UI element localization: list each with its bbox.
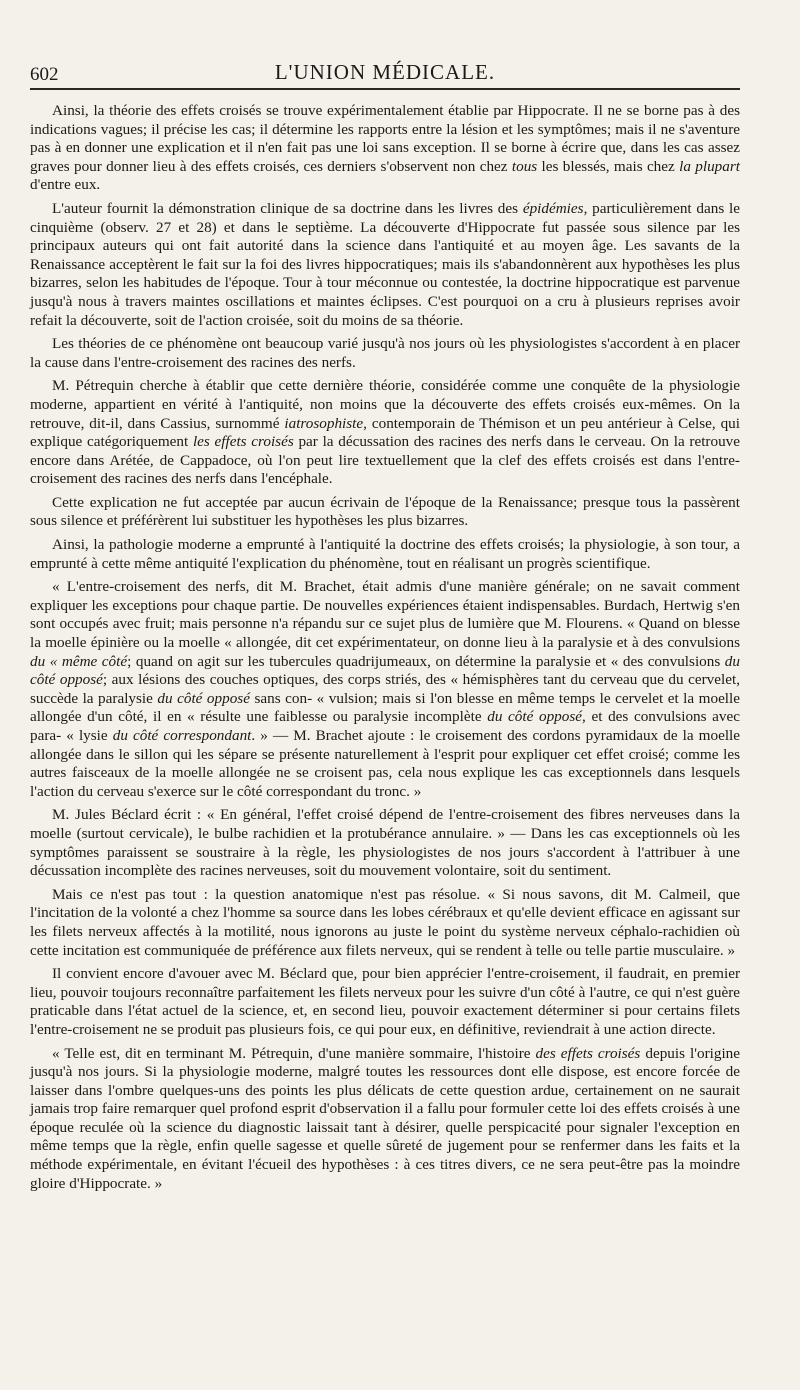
paragraph — [30, 886, 740, 960]
italic-text: les effets croisés — [192, 433, 294, 451]
text-run: les blessés, mais chez — [537, 157, 680, 175]
text-run: , particulièrement dans le cinquième (observ. 27 et 28) et dans le septième. La découverte d'Hippocrate fut passée sous silence par les principaux auteurs qui ont fait autorité dans la science dans l'antiquité et au moyen âge. Les savants de la Renaissance acceptèrent le fait sur la foi des livres hippocratiques; mais ils s'abandonnèrent aux hypothèses les plus bizarres, selon les habitudes de l'époque. Tour à tour méconnue ou contestée, la doctrine hippocratique est parvenue jusqu'à nous à travers maintes oscillations et maintes éclipses. C'est pourquoi on a cru à plusieurs reprises avoir refait la découverte, soit de l'action croisée, soit du moins de sa théorie. — [30, 199, 740, 329]
text-run: d'entre eux. — [30, 176, 101, 194]
article-body — [30, 102, 740, 1198]
text-run: depuis l'origine jusqu'à nos jours. Si la physiologie moderne, malgré toutes les ressources dont elle dispose, est encore forcée de laisser dans l'ombre quelques-uns des points les plus délicats de cette question ardue, certainement on ne saurait jamais trop faire remarquer quel profond esprit d'observation il a fallu pour formuler cette loi des effets croisés à une époque reculée où la science du diagnostic laissait tant à désirer, quelle perspicacité pour signaler l'exception en même temps que la règle, enfin quelle sagesse et quelle sûreté de jugement pour se renfermer dans les faits et la méthode expérimentale, en évitant l'écueil des hypothèses : à ces titres divers, ce ne sera peut-être pas la moindre gloire d'Hippocrate. » — [30, 1044, 741, 1192]
paragraph — [30, 1045, 740, 1194]
text-run: Mais ce n'est pas tout : la question anatomique n'est pas résolue. « Si nous savons, dit M. Calmeil, que l'incitation de la volonté a chez l'homme sa source dans les lobes cérébraux et qu'elle devient efficace en agissant sur les filets nerveux affectés à la motilité, nous ignorons au juste le point du système nerveux céphalo-rachidien où cette incitation est communiquée de préférence aux filets nerveux, qui se rendent à telle ou telle partie musculaire. » — [30, 885, 740, 959]
italic-text: du côté opposé — [487, 708, 583, 726]
paragraph — [30, 102, 740, 195]
text-run: , contemporain de Thémison et un peu antérieur à Celse, qui explique catégoriquement — [30, 414, 740, 451]
text-run: L'auteur fournit la démonstration clinique de sa doctrine dans les livres des — [52, 199, 523, 217]
paragraph — [30, 200, 740, 330]
text-run: Il convient encore d'avouer avec M. Béclard que, pour bien apprécier l'entre-croisement, il faudrait, en premier lieu, pouvoir toujours reconnaître parfaitement les filets nerveux pour les suivre d'un côté à l'autre, ce qui n'est guère praticable dans l'état actuel de la science, et, en second lieu, pouvoir exactement déterminer si pour certains filets l'entre-croisement ne se produit pas plusieurs fois, ce qui pour eux, en définitive, reviendrait à une action directe. — [30, 965, 740, 1038]
italic-text: des effets croisés — [535, 1044, 641, 1062]
page-header — [30, 58, 740, 86]
italic-text: épidémies — [522, 199, 584, 217]
text-run: « Telle est, dit en terminant M. Pétrequin, d'une manière sommaire, l'histoire — [52, 1044, 536, 1062]
text-run: ; aux lésions des couches optiques, des corps striés, des « hémisphères tant du cerveau que du cervelet, succède la paralysie — [30, 671, 740, 707]
text-run: , et des convulsions avec para- « lysie — [30, 708, 741, 744]
text-run: par la décussation des racines des nerfs dans le cerveau. On la retrouve encore dans Arétée, de Cappadoce, où l'on peut lire textuellement que la clef des effets croisés est dans l'entre-croisement des racines des nerfs dans l'encéphale. — [30, 433, 740, 488]
text-run: sans con- « vulsion; mais si l'on blesse en même temps le cervelet et la moelle allongée d'un côté, il en « résulte une faiblesse ou paralysie incomplète — [30, 689, 740, 726]
text-run: M. Pétrequin cherche à établir que cette dernière théorie, considérée comme une conquête de la physiologie moderne, appartient en vérité à l'antiquité, non moins que la découverte des effets croisés eux-mêmes. On la retrouve, dit-il, dans Cassius, surnommé — [30, 377, 740, 432]
paragraph — [30, 578, 740, 801]
italic-text: du côté opposé — [30, 652, 740, 689]
italic-text: du « même côté — [30, 652, 128, 670]
text-run: Cette explication ne fut acceptée par aucun écrivain de l'époque de la Renaissance; presque tous la passèrent sous silence et préférèrent lui substituer les hypothèses les plus bizarres. — [30, 493, 740, 530]
page-number: 602 — [30, 64, 59, 85]
text-run: « L'entre-croisement des nerfs, dit M. Brachet, était admis d'une manière générale; on ne savait comment expliquer les exceptions pour chaque partie. De nouvelles expériences étaient indispensables. Burdach, Hertwig s'en sont occupés avec fruit; mais personne n'a répandu sur ce sujet plus de lumière que M. Flourens. « Quand on blesse la moelle épinière ou la moelle « allongée, dit cet expérimentateur, on donne lieu à la paralysie et à des convulsions — [30, 578, 740, 652]
text-run: ; quand on agit sur les tubercules quadrijumeaux, on détermine la paralysie et « des convulsions — [127, 652, 725, 670]
paragraph — [30, 536, 740, 573]
paragraph — [30, 806, 740, 880]
italic-text: du côté opposé — [157, 689, 250, 707]
header-rule — [30, 88, 740, 90]
text-run: Ainsi, la théorie des effets croisés se trouve expérimentalement établie par Hippocrate. Il ne se borne pas à des indications vagues; il précise les cas; il détermine les rapports entre la lésion et les symptômes; mais il ne s'aventure pas à en donner une explication et il n'en fait pas une loi sans exception. Il se borne à écrire que, dans les cas assez graves pour donner lieu à des effets croisés, ces derniers s'observent non chez — [30, 102, 740, 175]
paragraph — [30, 494, 740, 531]
running-title: L'UNION MÉDICALE. — [274, 60, 496, 84]
paragraph — [30, 377, 740, 489]
paragraph — [30, 335, 740, 372]
text-run: Les théories de ce phénomène ont beaucoup varié jusqu'à nos jours où les physiologistes s'accordent à en placer la cause dans l'entre-croisement des racines des nerfs. — [30, 335, 740, 371]
text-run: M. Jules Béclard écrit : « En général, l'effet croisé dépend de l'entre-croisement des fibres nerveuses dans la moelle (surtout cervicale), le bulbe rachidien et la protubérance annulaire. » — Dans les cas exceptionnels où les symptômes paraissent se soustraire à la règle, les physiologistes de nos jours s'accordent à l'attribuer à une décussation incomplète des racines nerveuses, soit du mouvement volontaire, soit du sentiment. — [30, 806, 740, 880]
italic-text: iatrosophiste — [284, 414, 364, 432]
text-run: . » — M. Brachet ajoute : le croisement des cordons pyramidaux de la moelle allongée dans le sillon qui les sépare se présente naturellement à l'esprit pour expliquer cet effet croisé; comme les autres faisceaux de la moelle allongée ne se croisent pas, cela nous explique les cas exceptionnels dans lesquels l'action du cerveau s'exerce sur le côté correspondant du tronc. » — [30, 727, 741, 800]
paragraph — [30, 965, 740, 1039]
italic-text: tous — [511, 157, 538, 175]
italic-text: la plupart — [679, 157, 740, 175]
italic-text: du côté correspondant — [112, 727, 252, 744]
text-run: Ainsi, la pathologie moderne a emprunté à l'antiquité la doctrine des effets croisés; la physiologie, à son tour, a emprunté à cette même antiquité l'explication du phénomène, tout en réalisant un progrès scientifique. — [30, 536, 740, 572]
